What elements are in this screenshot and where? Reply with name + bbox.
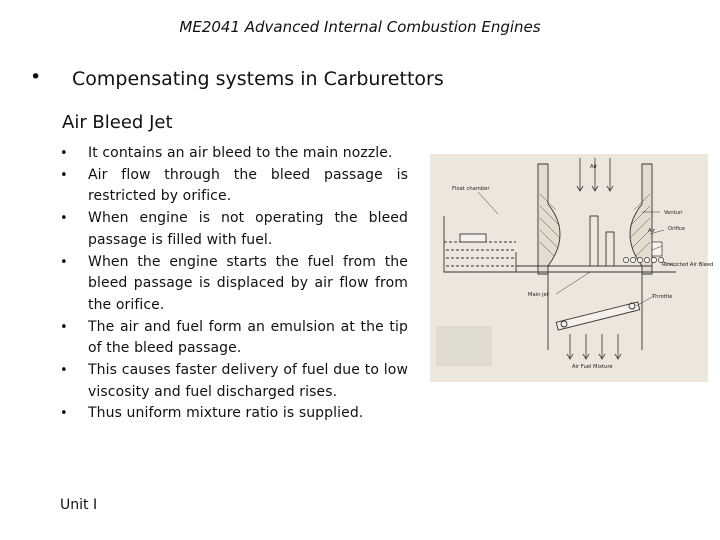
- label-orifice: Orifice: [668, 226, 685, 232]
- list-item: [62, 252, 408, 317]
- slide-header-title: ME2041 Advanced Internal Combustion Engines: [179, 18, 541, 36]
- list-item: [62, 143, 408, 165]
- list-item-text: Air flow through the bleed passage is restricted by orifice.: [88, 166, 408, 205]
- bullet-dot: •: [60, 211, 68, 227]
- label-restricted-air-bleed: Restricted Air Bleed: [662, 262, 714, 268]
- diagram-smudge: [436, 326, 492, 366]
- label-air-fuel-mixture: Air Fuel Mixture: [572, 364, 613, 370]
- bullet-list: [62, 143, 408, 425]
- bullet-dot: •: [60, 146, 68, 161]
- label-air: Air: [590, 164, 598, 170]
- list-item: [62, 165, 408, 208]
- list-item-text: It contains an air bleed to the main nozzle.: [88, 145, 393, 161]
- list-item-text: When engine is not operating the bleed passage is filled with fuel.: [88, 210, 408, 248]
- main-bullet-dot: •: [30, 66, 42, 88]
- list-item-text: When the engine starts the fuel from the bleed passage is displaced by air flow from the orifice.: [88, 253, 408, 313]
- bullet-dot: •: [60, 167, 68, 183]
- main-title: Compensating systems in Carburettors: [72, 68, 444, 90]
- list-item: [62, 317, 408, 360]
- section-heading: Air Bleed Jet: [62, 112, 173, 133]
- label-venturi: Venturi: [664, 210, 683, 216]
- bullet-dot: •: [60, 363, 68, 379]
- bullet-dot: •: [60, 406, 68, 422]
- list-item: [62, 208, 408, 251]
- carburettor-diagram: [430, 154, 714, 382]
- label-main-jet: Main jet: [528, 292, 549, 298]
- carburettor-diagram-svg: [430, 154, 714, 382]
- label-float-chamber: Float chamber: [452, 186, 490, 192]
- list-item: [62, 403, 408, 425]
- label-throttle: Throttle: [652, 294, 673, 300]
- list-item: [62, 360, 408, 403]
- list-item-text: The air and fuel form an emulsion at the tip of the bleed passage.: [88, 318, 408, 357]
- bullet-dot: •: [60, 254, 68, 270]
- footer-unit: Unit I: [60, 497, 98, 513]
- list-item-text: This causes faster delivery of fuel due to low viscosity and fuel discharged rises.: [88, 362, 408, 400]
- label-air-small: Air: [648, 228, 656, 234]
- list-item-text: Thus uniform mixture ratio is supplied.: [88, 405, 364, 422]
- bullet-dot: •: [60, 319, 68, 335]
